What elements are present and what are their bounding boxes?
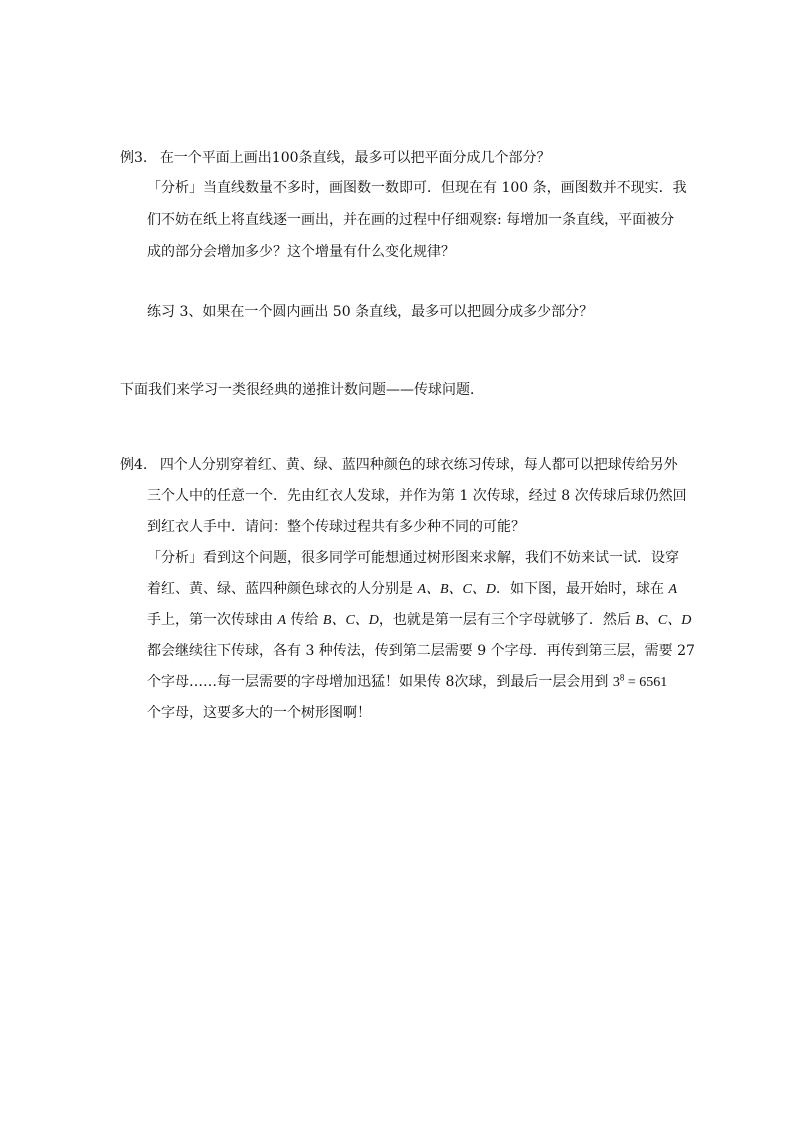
example3-label: 例3.	[120, 150, 148, 166]
analysis-l3-end: B、C、D	[635, 613, 692, 628]
analysis-l5-post: = 6561	[624, 675, 668, 690]
example4-question-1: 四个人分别穿着红、黄、绿、蓝四种颜色的球衣练习传球，每人都可以把球传给另外	[159, 457, 678, 473]
analysis-l3-a: A	[277, 613, 287, 628]
analysis-l2-post: ．如下图，最开始时，球在	[496, 581, 669, 597]
example4-analysis-line-3	[147, 610, 691, 630]
example4-analysis-line-4: 都会继续往下传球，各有 3 种传法，传到第二层需要 9 个字母．再传到第三层，需要 27	[147, 643, 695, 659]
example4-analysis-line-2	[147, 579, 677, 599]
example3-analysis-line-2: 们不妨在纸上将直线逐一画出，并在画的过程中仔细观察: 每增加一条直线，平面被分	[147, 212, 675, 228]
analysis-l3-vars: B、C、D	[322, 613, 379, 628]
example4-analysis-line-5	[147, 672, 667, 692]
analysis-l3-mid: 传给	[286, 612, 323, 628]
example3-analysis-line-3: 成的部分会增加多少？这个增量有什么变化规律？	[147, 244, 455, 260]
example4-question-line-1	[120, 455, 678, 475]
analysis-l2-end: A	[668, 582, 678, 597]
example4-analysis-line-1: 「分析」看到这个问题，很多同学可能想通过树形图来求解，我们不妨来试一试．设穿	[147, 550, 679, 566]
example3-question: 在一个平面上画出100条直线，最多可以把平面分成几个部分？	[159, 150, 551, 166]
analysis-l2-pre: 着红、黄、绿、蓝四种颜色球衣的人分别是	[147, 581, 418, 597]
example4-question-line-2: 三个人中的任意一个．先由红衣人发球，并作为第 1 次传球，经过 8 次传球后球仍然回	[147, 488, 687, 504]
example4-analysis-line-6: 个字母，这要多大的一个树形图啊！	[147, 705, 371, 721]
analysis-l3-post: ，也就是第一层有三个字母就够了．然后	[378, 612, 636, 628]
analysis-l5-pre: 个字母……每一层需要的字母增加迅猛！如果传 8次球，到最后一层会用到	[147, 674, 613, 690]
example3-question-line	[120, 148, 551, 168]
power-exponent: 8	[619, 672, 625, 683]
analysis-l3-pre: 手上，第一次传球由	[147, 612, 278, 628]
power-base: 3	[612, 675, 620, 690]
example3-analysis-line-1: 「分析」当直线数量不多时，画图数一数即可．但现在有 100 条，画图数并不现实．我	[147, 180, 687, 196]
exercise3-text: 练习 3、如果在一个圆内画出 50 条直线，最多可以把圆分成多少部分？	[147, 304, 594, 320]
analysis-l2-vars: A、B、C、D	[417, 582, 497, 597]
example4-question-line-3: 到红衣人手中．请问：整个传球过程共有多少种不同的可能？	[147, 519, 525, 535]
intro-text: 下面我们来学习一类很经典的递推计数问题——传球问题．	[120, 382, 484, 398]
example4-label: 例4.	[120, 457, 148, 473]
